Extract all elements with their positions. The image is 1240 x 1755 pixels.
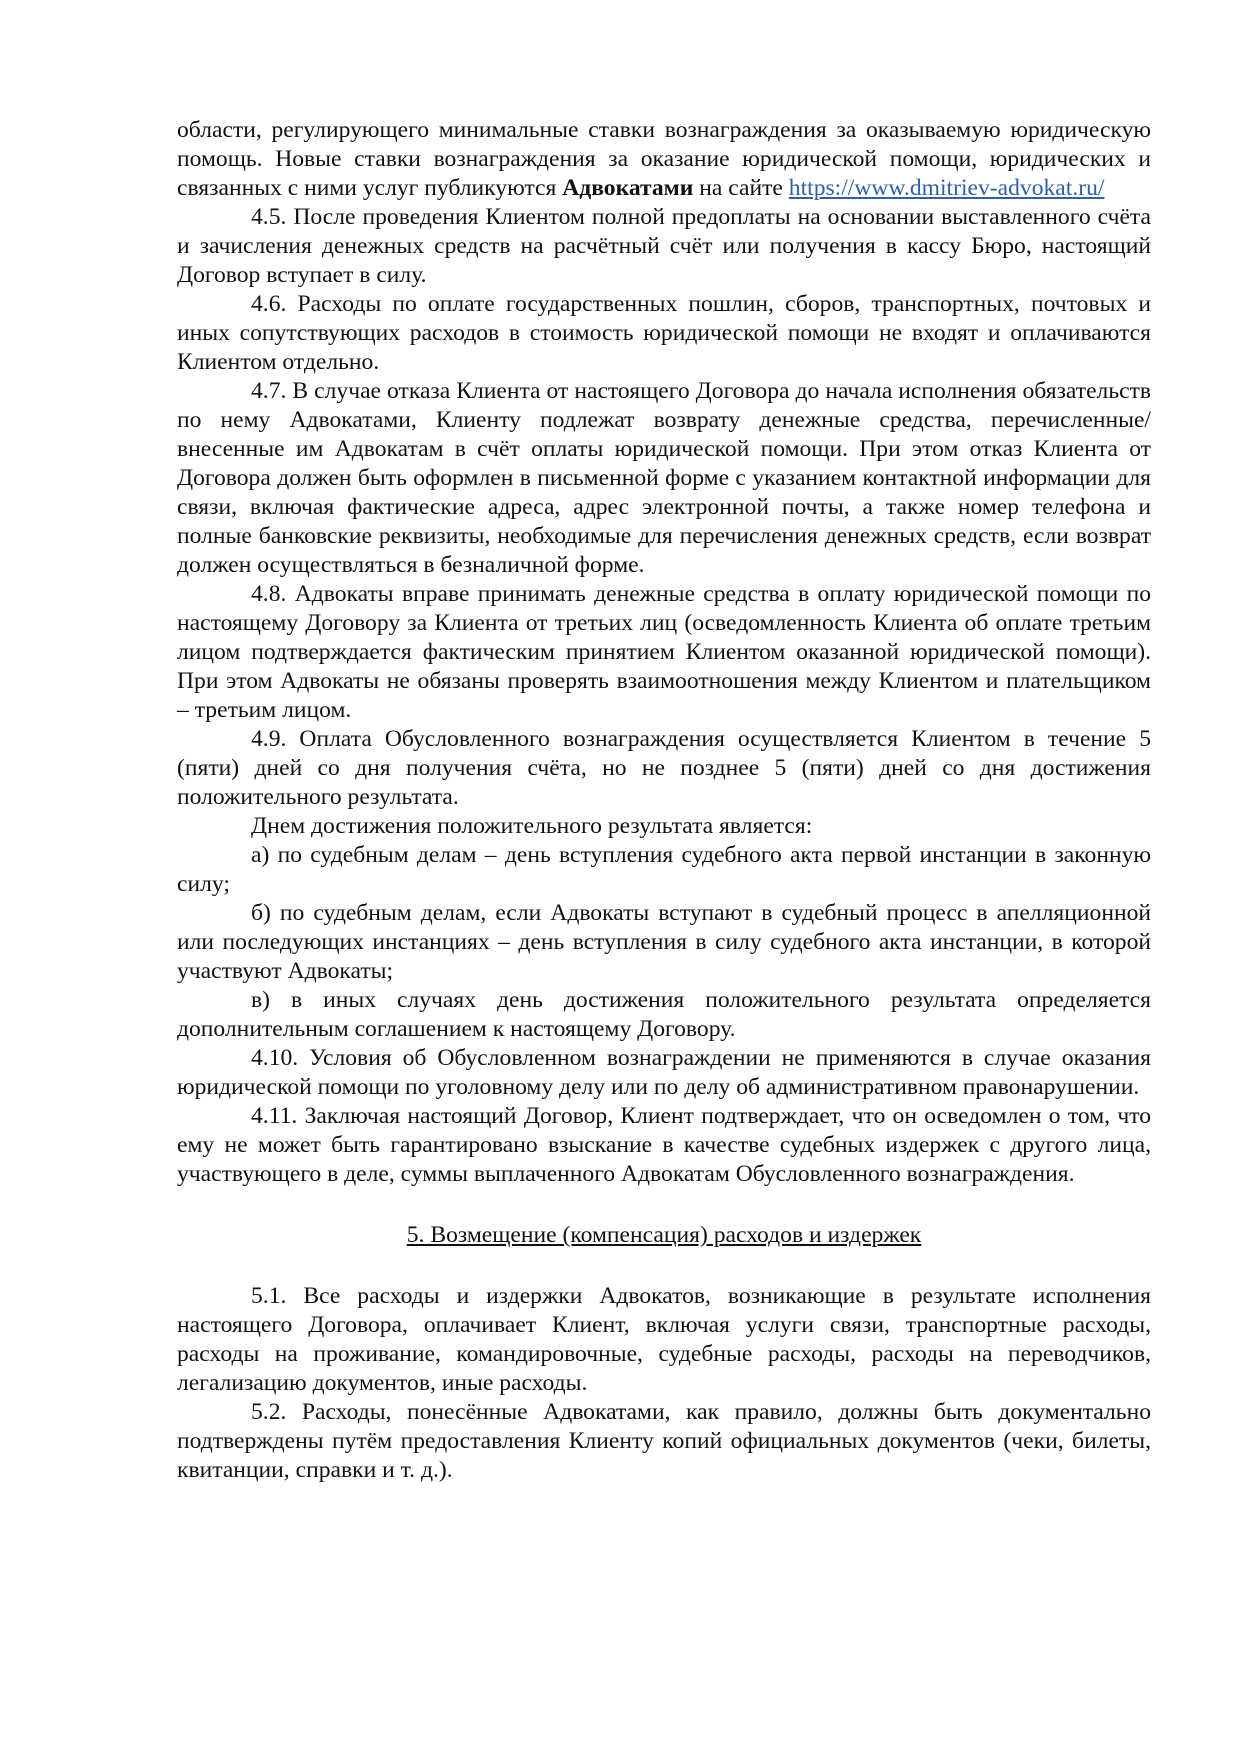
paragraph-4-5: 4.5. После проведения Клиентом полной предоплаты на основании выставленного счёта и зачисления денежных средств на расчётный счёт или получения в кассу Бюро, настоящий Договор вступает в силу.	[177, 204, 1151, 288]
bold-text-advokatami: Адвокатами	[562, 175, 694, 201]
document-page	[177, 116, 1151, 1485]
section-5-heading	[177, 1221, 1151, 1250]
paragraph-4-4-continuation	[177, 116, 1151, 203]
paragraph-4-9-item-a: а) по судебным делам – день вступления судебного акта первой инстанции в законную силу;	[177, 842, 1151, 897]
paragraph-4-9-intro: Днем достижения положительного результата является:	[251, 813, 813, 839]
paragraph-4-6: 4.6. Расходы по оплате государственных пошлин, сборов, транспортных, почтовых и иных сопутствующих расходов в стоимость юридической помощи не входят и оплачиваются Клиентом отдельно.	[177, 291, 1151, 375]
website-link[interactable]: https://www.dmitriev-advokat.ru/	[788, 175, 1105, 201]
text-segment: на сайте	[693, 175, 789, 201]
paragraph-4-9-item-v: в) в иных случаях день достижения положительного результата определяется дополнительным соглашением к настоящему Договору.	[177, 987, 1151, 1042]
paragraph-4-8: 4.8. Адвокаты вправе принимать денежные средства в оплату юридической помощи по настоящему Договору за Клиента от третьих лиц (осведомленность Клиента об оплате третьим лицом подтверждается фактическим принятием Клиентом оказанной юридической помощи). При этом Адвокаты не обязаны проверять взаимоотношения между Клиентом и плательщиком – третьим лицом.	[177, 581, 1151, 723]
paragraph-4-9: 4.9. Оплата Обусловленного вознаграждения осуществляется Клиентом в течение 5 (пяти) дней со дня получения счёта, но не позднее 5 (пяти) дней со дня достижения положительного результата.	[177, 726, 1151, 810]
paragraph-5-2: 5.2. Расходы, понесённые Адвокатами, как правило, должны быть документально подтверждены путём предоставления Клиенту копий официальных документов (чеки, билеты, квитанции, справки и т. д.).	[177, 1399, 1151, 1483]
text-segment: области, регулирующего минимальные ставки вознаграждения за оказываемую юридическую помощь. Новые ставки вознаграждения за оказание юридической помощи, юридических и связанных с ними услуг публикуются	[177, 117, 1151, 201]
paragraph-4-11: 4.11. Заключая настоящий Договор, Клиент подтверждает, что он осведомлен о том, что ему не может быть гарантировано взыскание в качестве судебных издержек с другого лица, участвующего в деле, суммы выплаченного Адвокатам Обусловленного вознаграждения.	[177, 1103, 1151, 1187]
paragraph-5-1: 5.1. Все расходы и издержки Адвокатов, возникающие в результате исполнения настоящего Договора, оплачивает Клиент, включая услуги связи, транспортные расходы, расходы на проживание, командировочные, судебные расходы, расходы на переводчиков, легализацию документов, иные расходы.	[177, 1283, 1151, 1396]
paragraph-4-7: 4.7. В случае отказа Клиента от настоящего Договора до начала исполнения обязательств по нему Адвокатами, Клиенту подлежат возврату денежные средства, перечисленные/внесенные им Адвокатам в счёт оплаты юридической помощи. При этом отказ Клиента от Договора должен быть оформлен в письменной форме с указанием контактной информации для связи, включая фактические адреса, адрес электронной почты, а также номер телефона и полные банковские реквизиты, необходимые для перечисления денежных средств, если возврат должен осуществляться в безналичной форме.	[177, 378, 1151, 578]
paragraph-4-9-item-b: б) по судебным делам, если Адвокаты вступают в судебный процесс в апелляционной или последующих инстанциях – день вступления в силу судебного акта инстанции, в которой участвуют Адвокаты;	[177, 900, 1151, 984]
paragraph-4-10: 4.10. Условия об Обусловленном вознаграждении не применяются в случае оказания юридической помощи по уголовному делу или по делу об административном правонарушении.	[177, 1045, 1151, 1100]
section-5-title: 5. Возмещение (компенсация) расходов и издержек	[406, 1222, 922, 1248]
